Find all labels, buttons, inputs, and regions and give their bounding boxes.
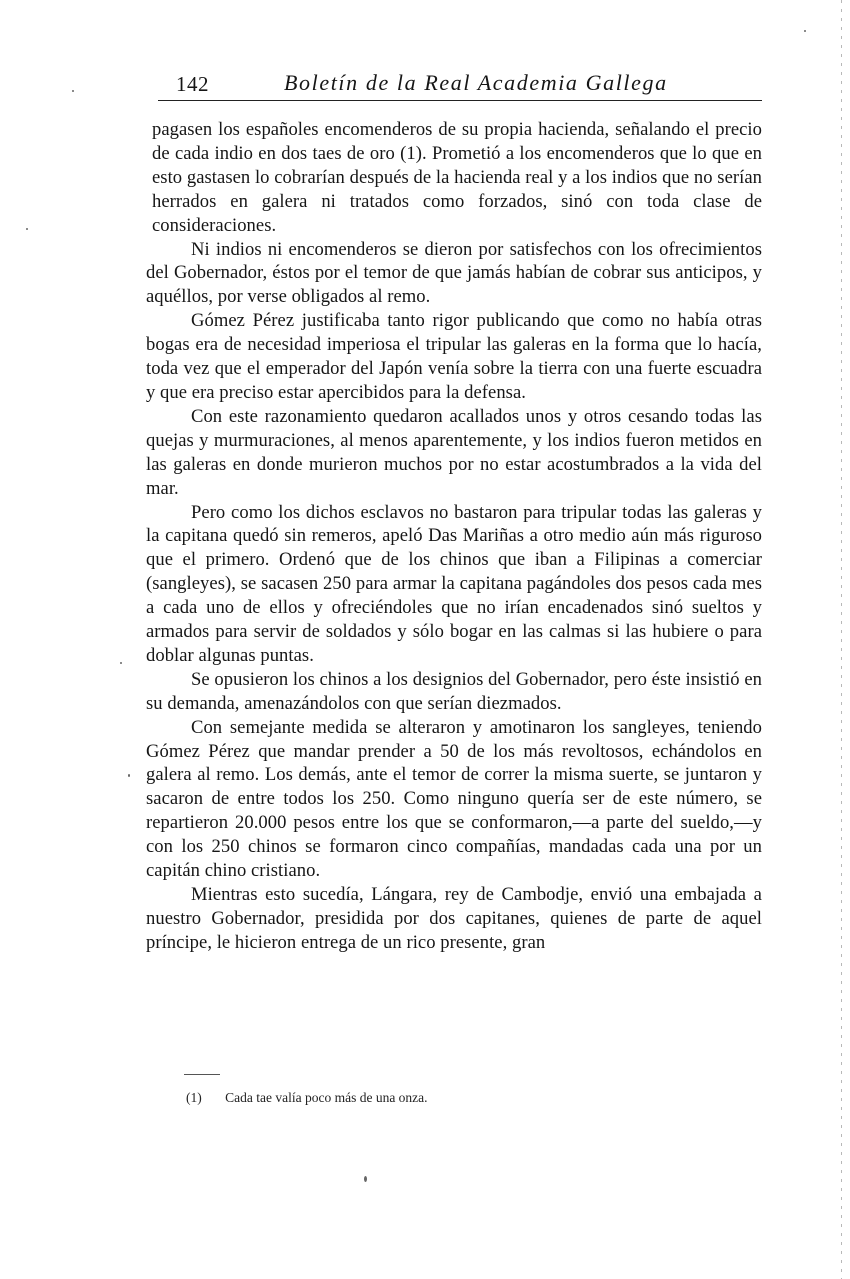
footnote-text: Cada tae valía poco más de una onza. [225,1090,428,1105]
paragraph: Con semejante medida se alteraron y amotinaron los sangleyes, teniendo Gómez Pérez que mandar prender a 50 de los más revoltosos, echándolos en galera al remo. Los demás, ante el temor de correr la misma suerte, se juntaron y sacaron de entre todos los 250. Como ninguno quería ser de este número, se repartieron 20.000 pesos entre los que se conformaron,—a parte del sueldo,—y con los 250 chinos se formaron cinco compañías, mandadas cada una por un capitán chino cristiano. [146,716,762,882]
footnote-divider [184,1074,220,1075]
scan-edge-line [841,0,842,1279]
paragraph: pagasen los españoles encomenderos de su propia hacienda, señalando el precio de cada indio en dos taes de oro (1). Prometió a los encomenderos que lo que en esto gastasen lo cobrarían después de la hacienda real y a los indios que no serían herrados en galera ni tratados como forzados, sinó con toda clase de consideraciones. [152,119,762,236]
page-number: 142 [176,72,209,96]
running-title: Boletín de la Real Academia Gallega [284,70,668,95]
scan-speck [128,774,130,777]
scan-speck [804,30,806,32]
scan-speck [26,228,28,230]
scan-speck [120,662,122,664]
paragraph: Se opusieron los chinos a los designios del Gobernador, pero éste insistió en su demanda, amenazándolos con que serían diezmados. [146,668,762,714]
footnote [186,1090,428,1106]
scan-speck [364,1176,367,1182]
paragraph: Con este razonamiento quedaron acallados unos y otros cesando todas las quejas y murmuraciones, al menos aparentemente, y los indios fueron metidos en las galeras en donde murieron muchos por no estar acostumbrados a la vida del mar. [146,405,762,499]
footnote-marker: (1) [186,1090,202,1105]
body-text [146,118,762,955]
paragraph: Gómez Pérez justificaba tanto rigor publicando que como no había otras bogas era de necesidad imperiosa el tripular las galeras en la forma que lo hacía, toda vez que el emperador del Japón venía sobre la tierra con una fuerte escuadra y que era preciso estar apercibidos para la defensa. [146,310,762,403]
paragraph: Ni indios ni encomenderos se dieron por satisfechos con los ofrecimientos del Gobernador, éstos por el temor de que jamás habían de cobrar sus anticipos, y aquéllos, por verse obligados al remo. [146,238,762,308]
paragraph: Pero como los dichos esclavos no bastaron para tripular todas las galeras y la capitana quedó sin remeros, apeló Das Mariñas a otro medio aún más riguroso que el primero. Ordenó que de los chinos que iban a Filipinas a comerciar (sangleyes), se sacasen 250 para armar la capitana pagándoles dos pesos cada mes a cada uno de ellos y ofreciéndoles que no irían encadenados sinó sueltos y armados para servir de soldados y sólo bogar en las calmas si las hubiere o para doblar algunas puntas. [146,501,762,666]
scan-speck [72,90,74,92]
paragraph: Mientras esto sucedía, Lángara, rey de Cambodje, envió una embajada a nuestro Gobernador, presidida por dos capitanes, quienes de parte de aquel príncipe, le hicieron entrega de un rico presente, gran [146,884,762,953]
page-header [158,64,762,101]
